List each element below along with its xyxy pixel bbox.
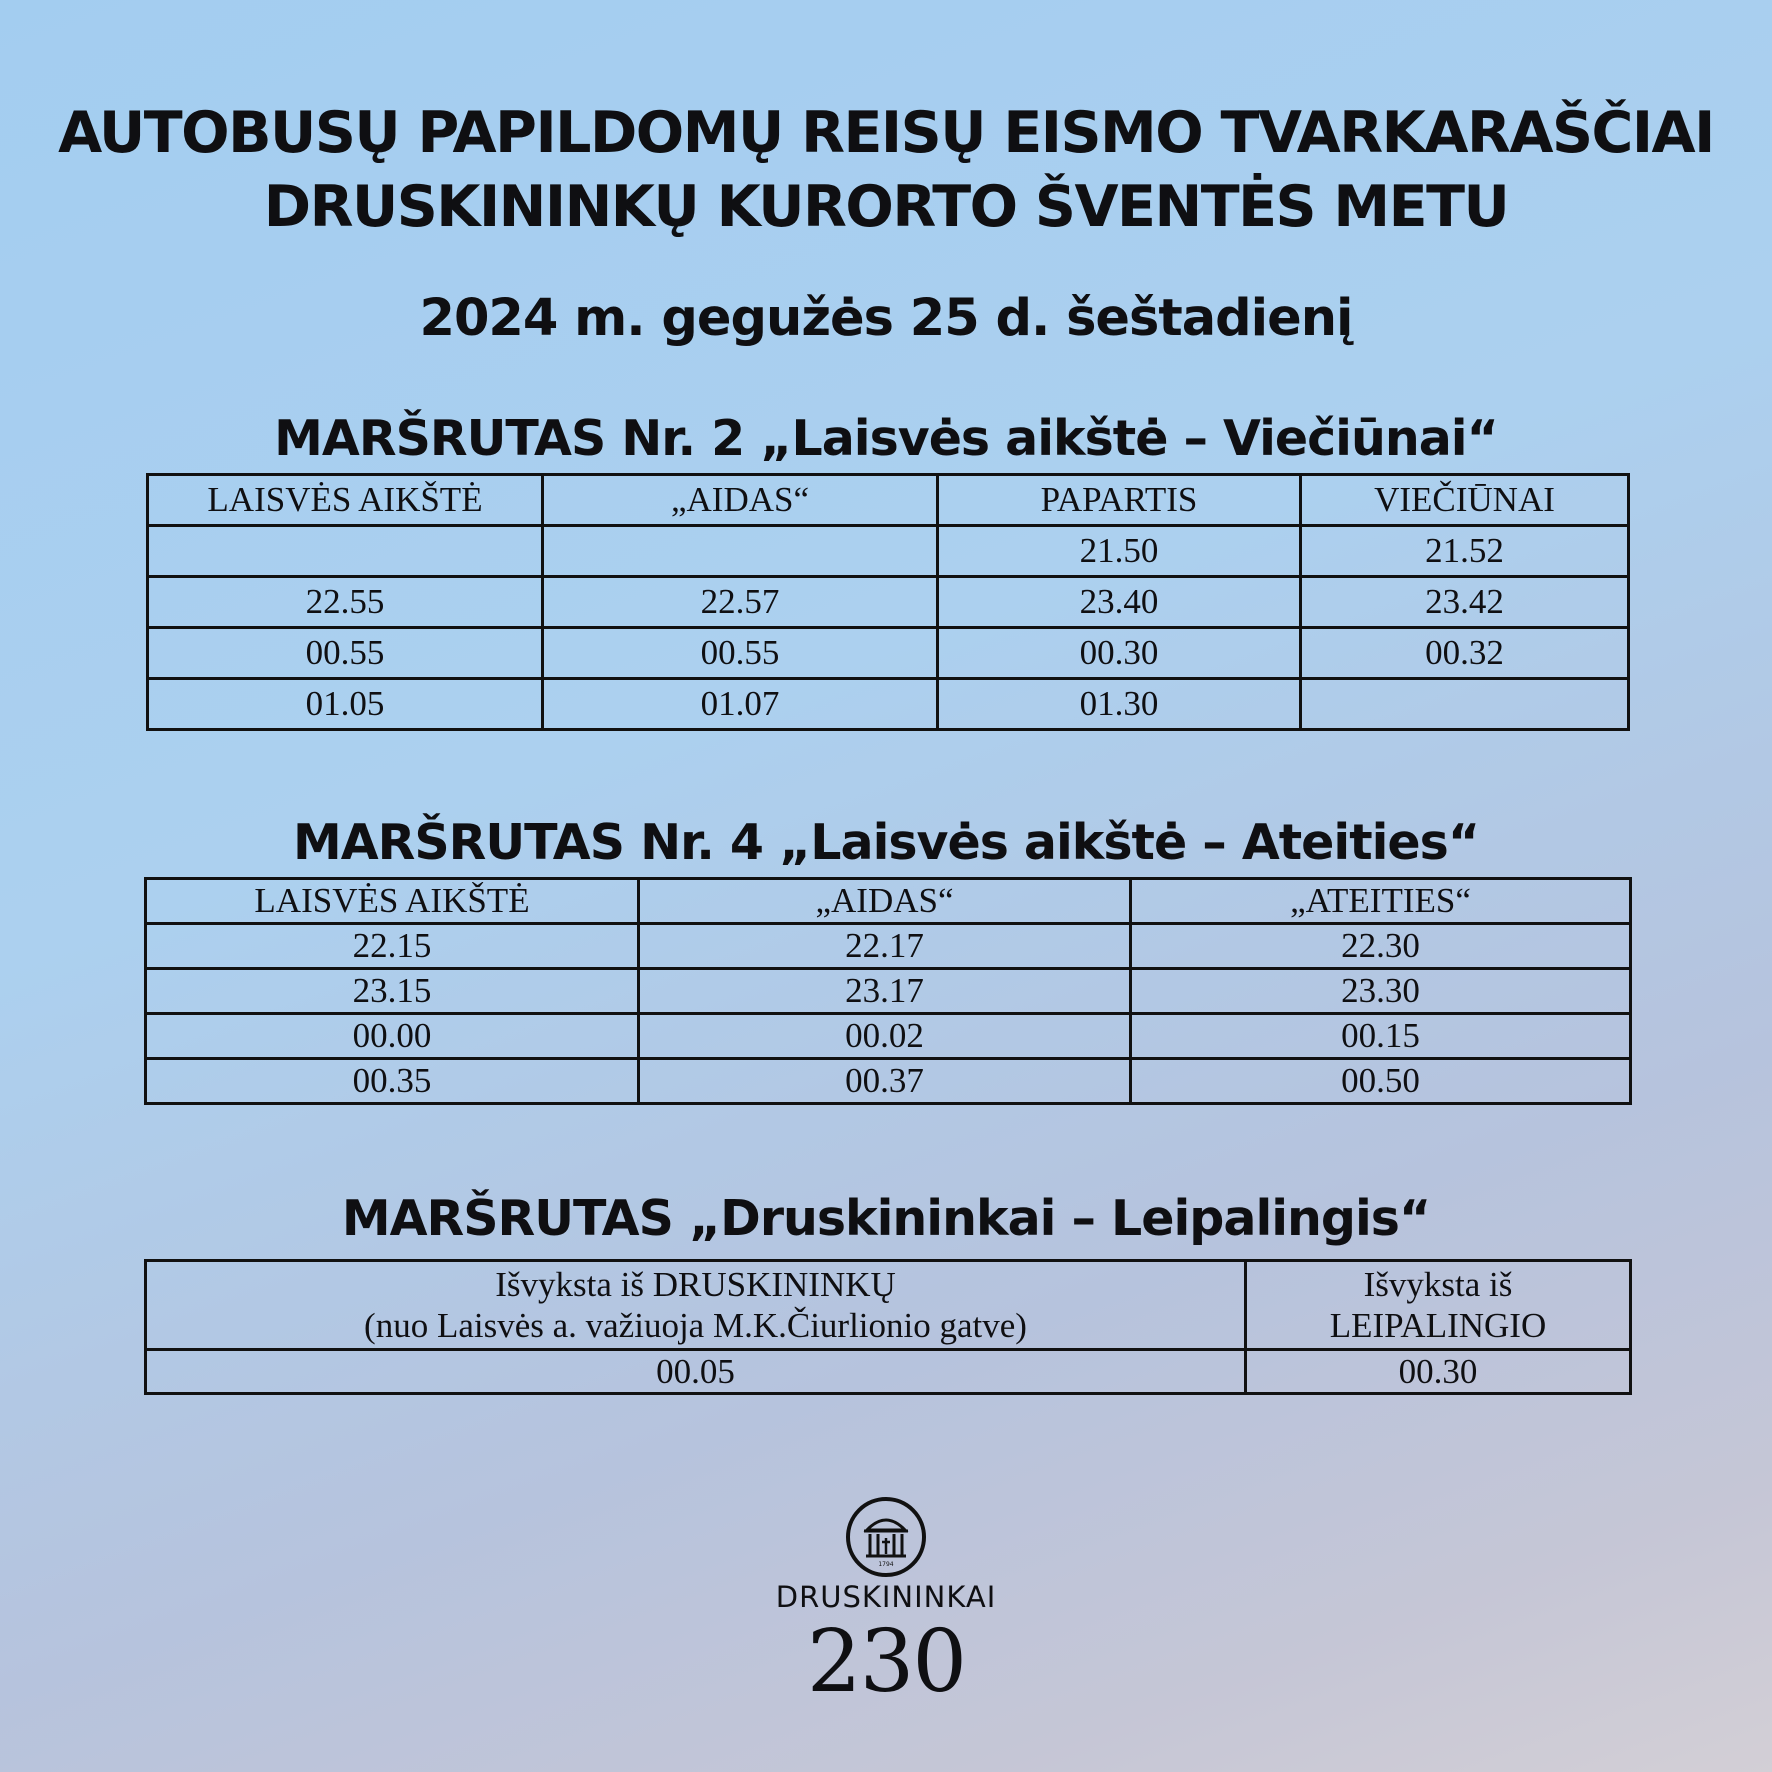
route-leipalingis-schedule-table xyxy=(144,1259,1632,1395)
table-row xyxy=(148,577,1629,628)
poster-title-line-2: DRUSKININKŲ KURORTO ŠVENTĖS METU xyxy=(263,174,1509,240)
time-cell: 00.32 xyxy=(1301,628,1629,679)
poster-title-line-1: AUTOBUSŲ PAPILDOMŲ REISŲ EISMO TVARKARAŠČIAI xyxy=(58,100,1714,166)
header-cell: PAPARTIS xyxy=(938,475,1301,526)
time-cell: 01.07 xyxy=(543,679,938,730)
time-cell: 00.55 xyxy=(148,628,543,679)
table-row xyxy=(146,1059,1631,1104)
header-cell: LAISVĖS AIKŠTĖ xyxy=(148,475,543,526)
table-row xyxy=(148,526,1629,577)
time-cell xyxy=(543,526,938,577)
druskininkai-230-logo xyxy=(736,1496,1036,1710)
emblem-year: 1794 xyxy=(878,1561,894,1568)
time-cell xyxy=(148,526,543,577)
header-line: Išvyksta iš xyxy=(1363,1265,1513,1304)
header-cell: VIEČIŪNAI xyxy=(1301,475,1629,526)
time-cell: 00.00 xyxy=(146,1014,639,1059)
time-cell: 23.40 xyxy=(938,577,1301,628)
header-cell: „AIDAS“ xyxy=(639,879,1131,924)
table-row xyxy=(146,1350,1631,1394)
time-cell: 00.50 xyxy=(1131,1059,1631,1104)
header-cell-departs-druskininkai xyxy=(146,1261,1246,1350)
time-cell: 22.17 xyxy=(639,924,1131,969)
table-header-row xyxy=(146,879,1631,924)
table-row xyxy=(146,924,1631,969)
table-header-row xyxy=(146,1261,1631,1350)
time-cell: 00.30 xyxy=(938,628,1301,679)
time-cell: 00.30 xyxy=(1246,1350,1631,1394)
route-2-schedule-table xyxy=(146,473,1630,731)
time-cell: 22.30 xyxy=(1131,924,1631,969)
route-leipalingis-title: MARŠRUTAS „Druskininkai – Leipalingis“ xyxy=(341,1190,1431,1247)
time-cell: 00.35 xyxy=(146,1059,639,1104)
route-2-title: MARŠRUTAS Nr. 2 „Laisvės aikštė – Viečiūnai“ xyxy=(274,410,1498,467)
time-cell: 00.05 xyxy=(146,1350,1246,1394)
header-line: (nuo Laisvės a. važiuoja M.K.Čiurlionio gatve) xyxy=(364,1306,1027,1345)
logo-number: 230 xyxy=(806,1612,966,1712)
table-row xyxy=(148,679,1629,730)
time-cell: 22.57 xyxy=(543,577,938,628)
time-cell: 00.15 xyxy=(1131,1014,1631,1059)
route-4-title: MARŠRUTAS Nr. 4 „Laisvės aikštė – Ateities“ xyxy=(292,814,1480,871)
header-cell: „ATEITIES“ xyxy=(1131,879,1631,924)
time-cell: 22.15 xyxy=(146,924,639,969)
table-header-row xyxy=(148,475,1629,526)
time-cell: 23.42 xyxy=(1301,577,1629,628)
time-cell: 23.15 xyxy=(146,969,639,1014)
logo-name: DRUSKININKAI xyxy=(775,1580,997,1614)
header-line: LEIPALINGIO xyxy=(1329,1306,1547,1345)
time-cell xyxy=(1301,679,1629,730)
header-cell: „AIDAS“ xyxy=(543,475,938,526)
route-4-schedule-table xyxy=(144,877,1632,1105)
poster-title xyxy=(0,96,1772,244)
time-cell: 23.17 xyxy=(639,969,1131,1014)
time-cell: 01.05 xyxy=(148,679,543,730)
table-row xyxy=(146,969,1631,1014)
time-cell: 00.02 xyxy=(639,1014,1131,1059)
header-cell: LAISVĖS AIKŠTĖ xyxy=(146,879,639,924)
header-line: Išvyksta iš DRUSKININKŲ xyxy=(495,1265,896,1304)
time-cell: 00.55 xyxy=(543,628,938,679)
header-cell-departs-leipalingis xyxy=(1246,1261,1631,1350)
time-cell: 21.52 xyxy=(1301,526,1629,577)
time-cell: 00.37 xyxy=(639,1059,1131,1104)
time-cell: 21.50 xyxy=(938,526,1301,577)
poster-date: 2024 m. gegužės 25 d. šeštadienį xyxy=(419,289,1353,348)
table-row xyxy=(146,1014,1631,1059)
table-row xyxy=(148,628,1629,679)
time-cell: 22.55 xyxy=(148,577,543,628)
time-cell: 01.30 xyxy=(938,679,1301,730)
pavilion-emblem-icon xyxy=(845,1496,927,1578)
time-cell: 23.30 xyxy=(1131,969,1631,1014)
